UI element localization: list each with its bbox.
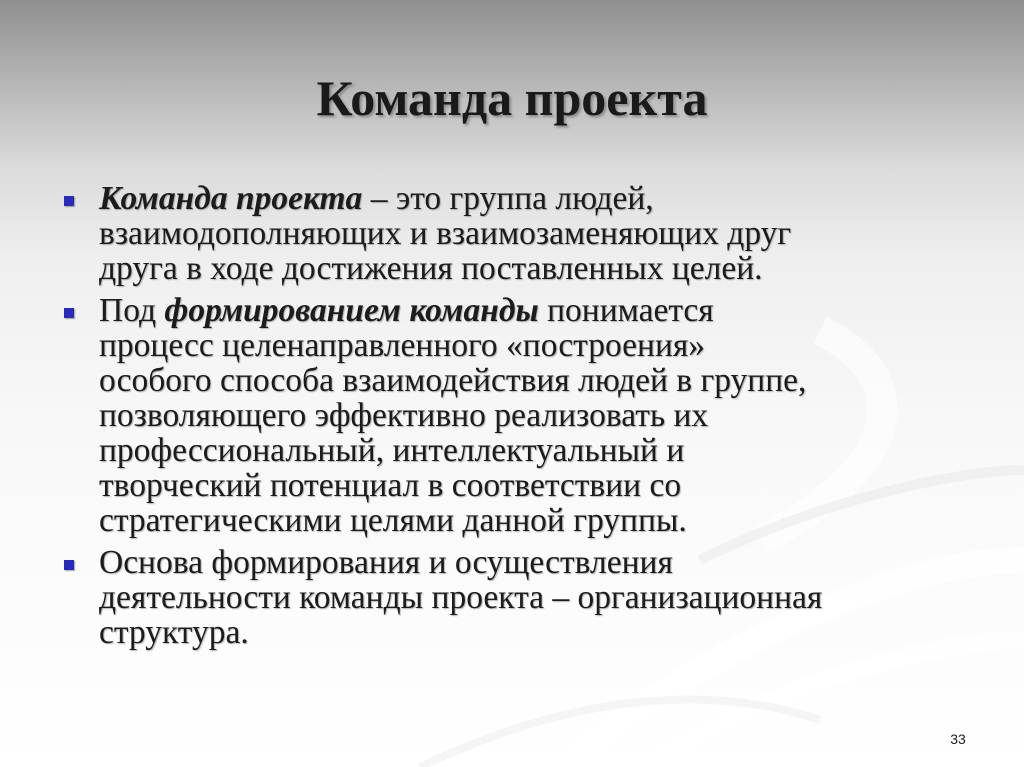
text-line: структура. (99, 614, 249, 651)
text-line: Основа формирования и осуществления (99, 544, 673, 581)
bullet-square-icon (64, 196, 74, 206)
text-line: взаимодополняющих и взаимозаменяющих друг (99, 215, 792, 252)
emphasized-term: Команда проекта (99, 180, 363, 217)
line-text: понимается (538, 292, 714, 329)
line-prefix: Под (99, 292, 165, 329)
text-line: стратегическими целями данной группы. (99, 502, 687, 539)
bullet-item (62, 293, 972, 538)
text-line: процесс целенаправленного «построения» (99, 327, 706, 364)
slide-title: Команда проекта (316, 70, 708, 126)
text-line: позволяющего эффективно реализовать их (99, 397, 709, 434)
text-line: профессиональный, интеллектуальный и (99, 432, 685, 469)
emphasized-term: формированием команды (164, 292, 539, 329)
text-line: творческий потенциал в соответствии со (99, 467, 682, 504)
text-line: деятельности команды проекта – организационная (99, 579, 823, 616)
text-line (99, 181, 972, 216)
bullet-list (62, 181, 972, 657)
text-line: друга в ходе достижения поставленных целей. (99, 250, 763, 287)
line-text: – это группа людей, (362, 180, 654, 217)
bullet-item (62, 545, 972, 650)
page-number: 33 (950, 731, 966, 747)
text-line (99, 293, 972, 328)
bullet-square-icon (64, 308, 74, 318)
bullet-square-icon (64, 560, 74, 570)
bullet-item (62, 181, 972, 286)
text-line: особого способа взаимодействия людей в группе, (99, 362, 807, 399)
